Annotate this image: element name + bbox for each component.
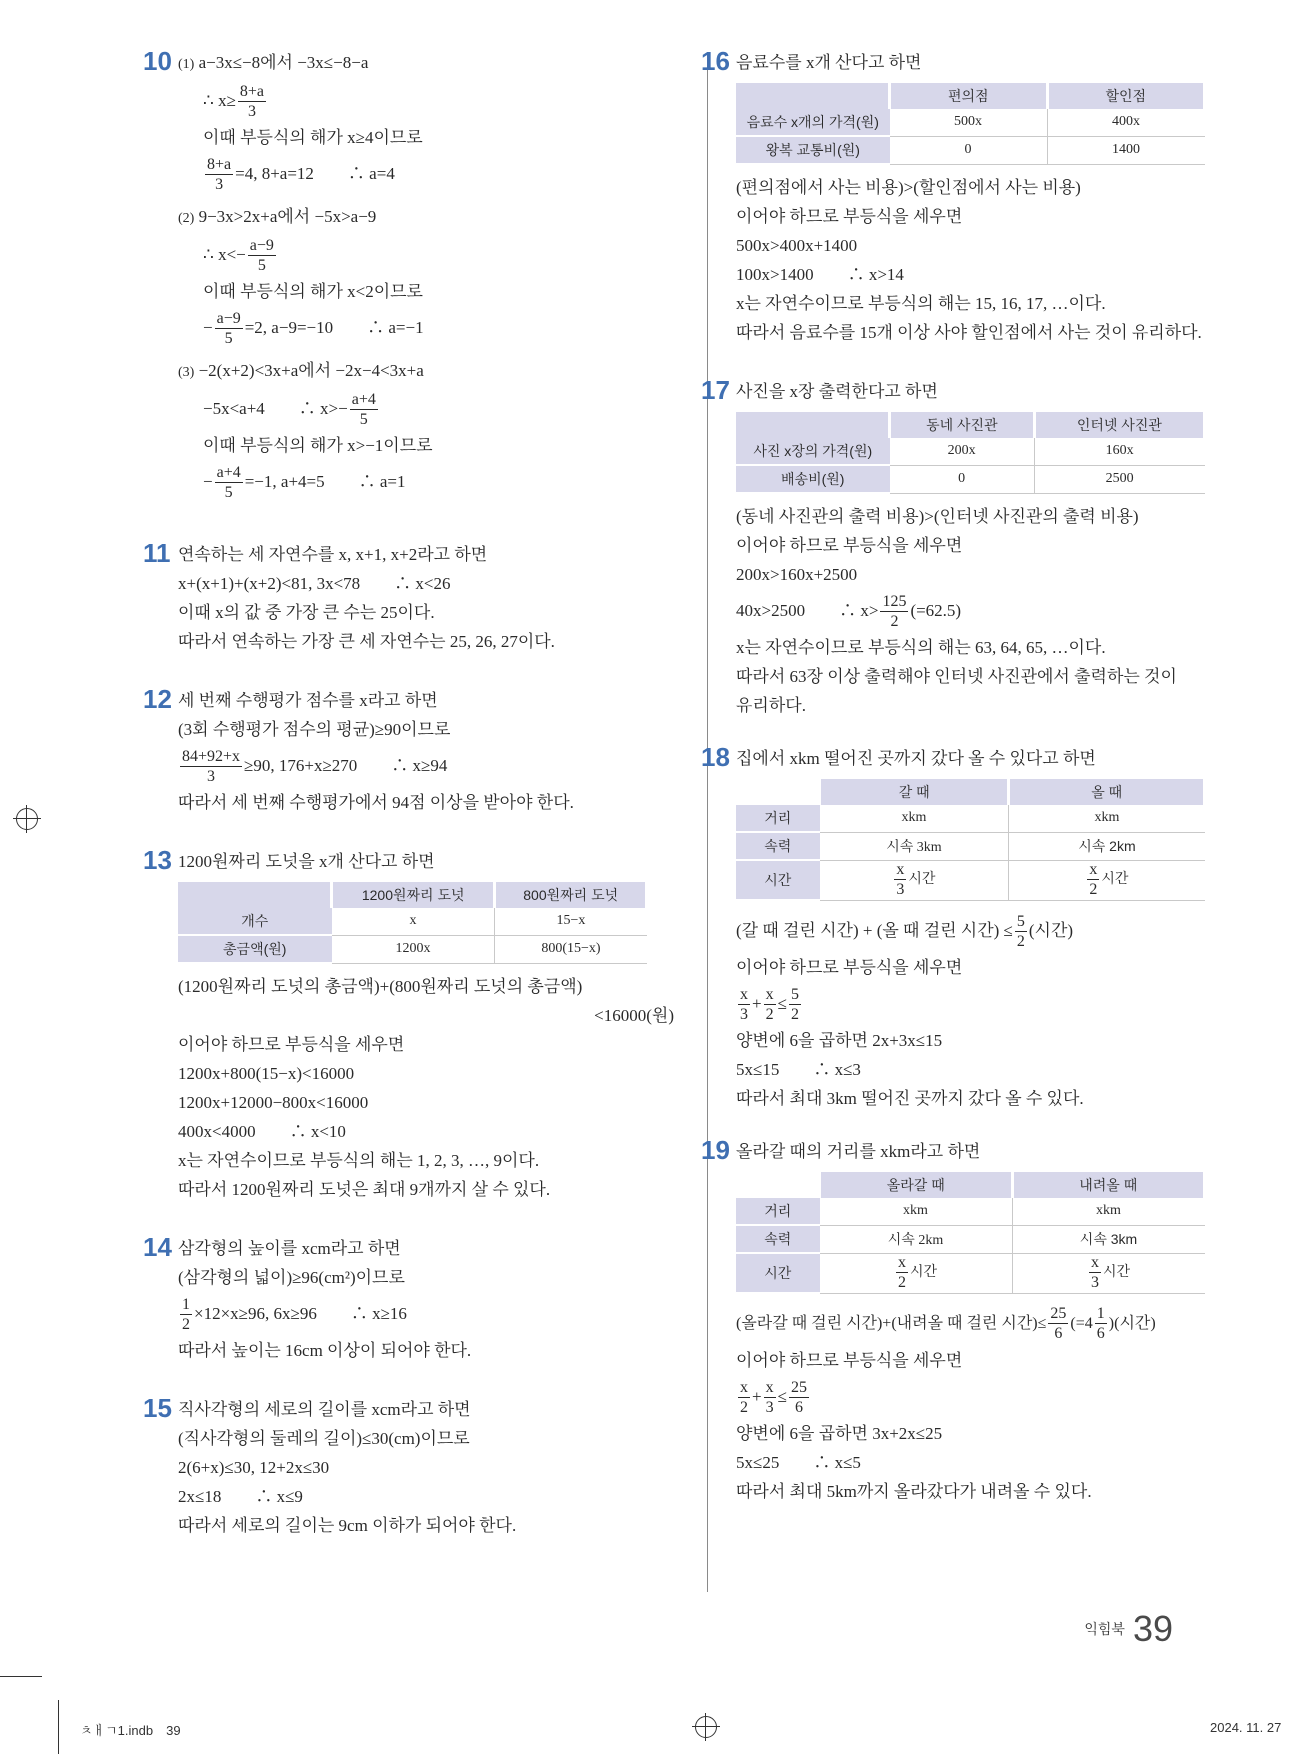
- fraction: $\frac{a-9}{5}$: [249, 237, 274, 275]
- problem-16: 16 음료수를 x개 산다고 하면 편의점 할인점 음료수 x개의 가격(원) 500x 400x 왕복 교통비(원) 0 1400 (편의점에서 사는 비용)>(할인점에서 사는 비용) 이어야 하므로 부등식을 세우면 500x>400x+1400 100x>1400 ∴ x>14 x는 자연수이므로 부등식의 해는 15, 16, 17, …이다. 따라서 음료수를 15개 이상 사야 할인점에서 사는 것이 유리하다.: [736, 48, 1236, 347]
- fraction: $\frac{5}{2}$: [1016, 913, 1025, 951]
- fraction: $\frac{125}{2}$: [882, 593, 907, 631]
- problem-12: 12 세 번째 수행평가 점수를 x라고 하면 (3회 수행평가 점수의 평균)≥90이므로 $\frac{84+92+x}{3}$ ≥90, 176+x≥270 ∴ x≥94 따라서 세 번째 수행평가에서 94점 이상을 받아야 한다.: [143, 684, 574, 812]
- problem-number: 19: [701, 1135, 730, 1165]
- page-footer: [1084, 1608, 1173, 1650]
- hike-table: 올라갈 때 내려올 때 거리 xkm xkm 속력 시속 2km 시속 3km 시간 $\frac{x}{2}$ 시간 $\frac{x}{3}$ 시간: [736, 1172, 1206, 1294]
- fraction: $\frac{a+4}{5}$: [216, 464, 241, 502]
- problem-number: 12: [143, 684, 172, 714]
- trim-mark: [58, 1700, 59, 1754]
- fraction: $\frac{84+92+x}{3}$: [182, 748, 241, 786]
- print-date: 2024. 11. 27: [1210, 1720, 1282, 1735]
- problem-18: 18 집에서 xkm 떨어진 곳까지 갔다 올 수 있다고 하면 갈 때 올 때 거리 xkm xkm 속력 시속 3km 시속 2km 시간 $\frac{x}{3}$ 시간 $\frac{x}{2}$ 시간 (갈 때 걸린 시간) + (올 때 걸린 시간) ≤ $\frac{5}{2}$ (시간) 이어야 하므로 부등식을 세우면 $\frac{x}{3}$ + $\frac{x}{2}$ ≤ $\frac{5}{2}$ 양변에 6을 곱하면 2x+3x≤15 5x≤15 ∴ x≤3 따라서 최대 3km 떨어진 곳까지 갔다 올 수 있다.: [736, 744, 1236, 1113]
- photo-table: 동네 사진관 인터넷 사진관 사진 x장의 가격(원) 200x 160x 배송비(원) 0 2500: [736, 412, 1206, 494]
- problem-17: 17 사진을 x장 출력한다고 하면 동네 사진관 인터넷 사진관 사진 x장의 가격(원) 200x 160x 배송비(원) 0 2500 (동네 사진관의 출력 비용)>(인터넷 사진관의 출력 비용) 이어야 하므로 부등식을 세우면 200x>160x+2500 40x>2500 ∴ x> $\frac{125}{2}$ (=62.5) x는 자연수이므로 부등식의 해는 63, 64, 65, …이다. 따라서 63장 이상 출력해야 인터넷 사진관에서 출력하는 것이 유리하다.: [736, 377, 1236, 720]
- problem-number: 11: [143, 538, 171, 568]
- fraction: $\frac{1}{2}$: [182, 1296, 190, 1334]
- left-column: [143, 46, 678, 1540]
- problem-number: 14: [143, 1232, 172, 1262]
- problem-13: 13 1200원짜리 도넛을 x개 산다고 하면 1200원짜리 도넛 800원짜리 도넛 개수 x 15−x 총금액(원) 1200x 800(15−x) (1200원짜리 도넛의 총금액)+(800원짜리 도넛의 총금액) <16000(원) 이어야 하므로 부등식을 세우면 1200x+800(15−x)<16000 1200x+12000−800x<16000 400x<4000 ∴ x<10 x는 자연수이므로 부등식의 해는 1, 2, 3, …, 9이다. 따라서 1200원짜리 도넛은 최대 9개까지 살 수 있다.: [143, 845, 674, 1199]
- fraction: $\frac{a-9}{5}$: [216, 310, 241, 348]
- problem-15: 15 직사각형의 세로의 길이를 xcm라고 하면 (직사각형의 둘레의 길이)≤30(cm)이므로 2(6+x)≤30, 12+2x≤30 2x≤18 ∴ x≤9 따라서 세로의 길이는 9cm 이하가 되어야 한다.: [143, 1393, 517, 1535]
- registration-mark-icon: [695, 1716, 717, 1738]
- print-file-name: ㅊㅐㄱ1.indb 39: [80, 1723, 181, 1738]
- fraction: $\frac{a+4}{5}$: [351, 391, 376, 429]
- trip-table: 갈 때 올 때 거리 xkm xkm 속력 시속 3km 시속 2km 시간 $\frac{x}{3}$ 시간 $\frac{x}{2}$ 시간: [736, 779, 1206, 901]
- problem-10: 10 (1) a−3x≤−8에서 −3x≤−8−a ∴ x≥ $\frac{8+a}{3}$ 이때 부등식의 해가 x≥4이므로 $\frac{8+a}{3}$ =4, 8+a=12 ∴ a=4 (2) 9−3x>2x+a에서 −5x>a−9 ∴ x<− $\frac{a-9}{5}$ 이때 부등식의 해가 x<2이므로 − $\frac{a-9}{5}$ =2, a−9=−10 ∴ a=−1 (3) −2(x+2)<3x+a에서 −2x−4<3x+a −5x<a+4 ∴ x>− $\frac{a+4}{5}$ 이때 부등식의 해가 x>−1이므로 − $\frac{a+4}{5}$ =−1, a+4=5 ∴ a=1: [143, 46, 433, 502]
- problem-number: 10: [143, 46, 172, 76]
- donut-table: 1200원짜리 도넛 800원짜리 도넛 개수 x 15−x 총금액(원) 1200x 800(15−x): [178, 882, 648, 964]
- problem-number: 15: [143, 1393, 172, 1423]
- problem-number: 17: [701, 375, 730, 405]
- book-label: 익힘북: [1084, 1621, 1125, 1637]
- fraction: $\frac{8+a}{3}$: [239, 83, 265, 121]
- registration-mark-icon: [16, 808, 38, 830]
- column-divider: [707, 52, 708, 1592]
- right-column: [701, 46, 1236, 1506]
- fraction: $\frac{8+a}{3}$: [207, 156, 232, 194]
- problem-number: 16: [701, 46, 730, 76]
- problem-number: 18: [701, 742, 730, 772]
- problem-11: 11 연속하는 세 자연수를 x, x+1, x+2라고 하면 x+(x+1)+(x+2)<81, 3x<78 ∴ x<26 이때 x의 값 중 가장 큰 수는 25이다. 따라서 연속하는 가장 큰 세 자연수는 25, 26, 27이다.: [143, 538, 555, 651]
- drink-table: 편의점 할인점 음료수 x개의 가격(원) 500x 400x 왕복 교통비(원) 0 1400: [736, 83, 1206, 165]
- page-number: 39: [1132, 1608, 1173, 1649]
- problem-number: 13: [143, 845, 172, 875]
- problem-14: 14 삼각형의 높이를 xcm라고 하면 (삼각형의 넓이)≥96(cm²)이므로 $\frac{1}{2}$ ×12×x≥96, 6x≥96 ∴ x≥16 따라서 높이는 16cm 이상이 되어야 한다.: [143, 1232, 472, 1360]
- problem-19: 19 올라갈 때의 거리를 xkm라고 하면 올라갈 때 내려올 때 거리 xkm xkm 속력 시속 2km 시속 3km 시간 $\frac{x}{2}$ 시간 $\frac{x}{3}$ 시간 (올라갈 때 걸린 시간)+(내려올 때 걸린 시간)≤ $\frac{25}{6}$ (=4 $\frac{1}{6}$ )(시간) 이어야 하므로 부등식을 세우면 $\frac{x}{2}$ + $\frac{x}{3}$ ≤ $\frac{25}{6}$ 양변에 6을 곱하면 3x+2x≤25 5x≤25 ∴ x≤5 따라서 최대 5km까지 올라갔다가 내려올 수 있다.: [736, 1137, 1236, 1506]
- trim-mark: [0, 1676, 42, 1677]
